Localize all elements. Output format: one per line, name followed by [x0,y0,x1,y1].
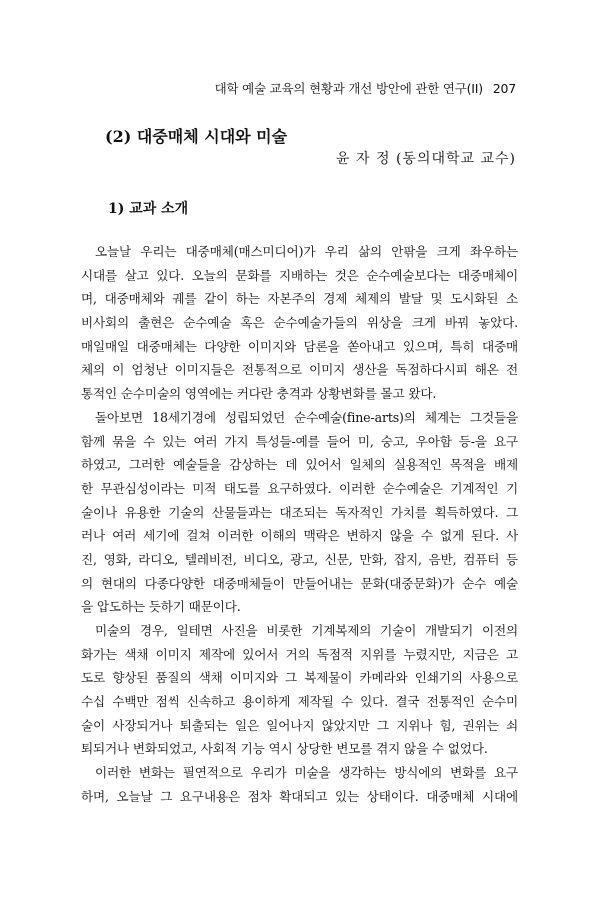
paragraph [81,619,518,761]
text-line: 미술의 경우, 일테면 사진을 비롯한 기계복제의 기술이 개발되기 이전의 [95,623,518,638]
text-line: 함께 묶을 수 있는 여러 가지 특성들-예를 들어 미, 숭고, 우아함 등-을 요구 [81,433,518,449]
text-line: 하였고, 그러한 예술들을 감상하는 데 있어서 일체의 실용적인 목적을 배제 [81,457,518,473]
text-line: 며, 대중매체와 궤를 같이 하는 자본주의 경제 체제의 발달 및 도시화된 소 [81,291,518,307]
running-header [215,79,516,97]
text-line: 술이나 유용한 기술의 산물들과는 대조되는 독자적인 가치를 획득하였다. 그 [81,504,518,520]
body-text [81,240,518,809]
text-line: 통적인 순수미술의 영역에는 커다란 충격과 상황변화를 몰고 왔다. [81,386,437,402]
author-line: 윤 자 정 (동의대학교 교수) [336,151,516,167]
text-line: 을 압도하는 듯하기 때문이다. [81,599,241,615]
page-number: 207 [492,81,516,96]
text-line: 매일매일 대중매체는 다양한 이미지와 담론을 쏟아내고 있으며, 특히 대중매 [81,338,518,354]
paragraph [81,240,518,406]
text-line: 술이 사장되거나 퇴출되는 일은 일어나지 않았지만 그 지위나 힘, 권위는 쇠 [81,717,518,733]
text-line: 시대를 살고 있다. 오늘의 문화를 지배하는 것은 순수예술보다는 대중매체이 [81,267,518,283]
text-line: 돌아보면 18세기경에 성립되었던 순수예술(fine-arts)의 체계는 그것들을 [95,409,518,425]
paragraph [81,761,518,808]
text-line: 도로 향상된 품질의 색채 이미지와 그 복제물이 카메라와 인쇄기의 사용으로 [81,670,518,686]
text-line: 화가는 색채 이미지 제작에 있어서 거의 독점적 지위를 누렸지만, 지금은 고 [81,646,518,662]
text-line: 한 무관심성이라는 미적 태도를 요구하였다. 이러한 순수예술은 기계적인 기 [81,480,518,496]
text-line: 러나 여러 세기에 걸쳐 이러한 이해의 맥락은 변하지 않을 수 없게 된다. 사 [81,528,518,544]
running-title: 대학 예술 교육의 현황과 개선 방안에 관한 연구(II) [214,81,483,96]
text-line: 퇴되거나 변화되었고, 사회적 기능 역시 상당한 변모를 겪지 않을 수 없었다. [81,741,488,757]
subsection-title: 1) 교과 소개 [108,201,189,217]
text-line: 진, 영화, 라디오, 텔레비전, 비디오, 광고, 신문, 만화, 잡지, 음반, 컴퓨터 등 [81,551,518,567]
section-title: (2) 대중매체 시대와 미술 [105,127,288,146]
text-line: 비사회의 출현은 순수예술 혹은 순수예술가들의 위상을 크게 바꿔 놓았다. [81,315,518,331]
text-line: 이러한 변화는 필연적으로 우리가 미술을 생각하는 방식에의 변화를 요구 [95,765,518,781]
text-line: 의 현대의 다종다양한 대중매체들이 만들어내는 문화(대중문화)가 순수 예술 [81,575,518,591]
text-line: 하며, 오늘날 그 요구내용은 점차 확대되고 있는 상태이다. 대중매체 시대에 [81,788,518,804]
paragraph [81,406,518,619]
text-line: 수십 수백만 점씩 신속하고 용이하게 제작될 수 있다. 결국 전통적인 순수미 [81,694,518,710]
text-line: 체의 이 엄청난 이미지들은 전통적으로 이미지 생산을 독점하다시피 해온 전 [81,362,518,378]
text-line: 오늘날 우리는 대중매체(매스미디어)가 우리 삶의 안팎을 크게 좌우하는 [95,244,518,259]
